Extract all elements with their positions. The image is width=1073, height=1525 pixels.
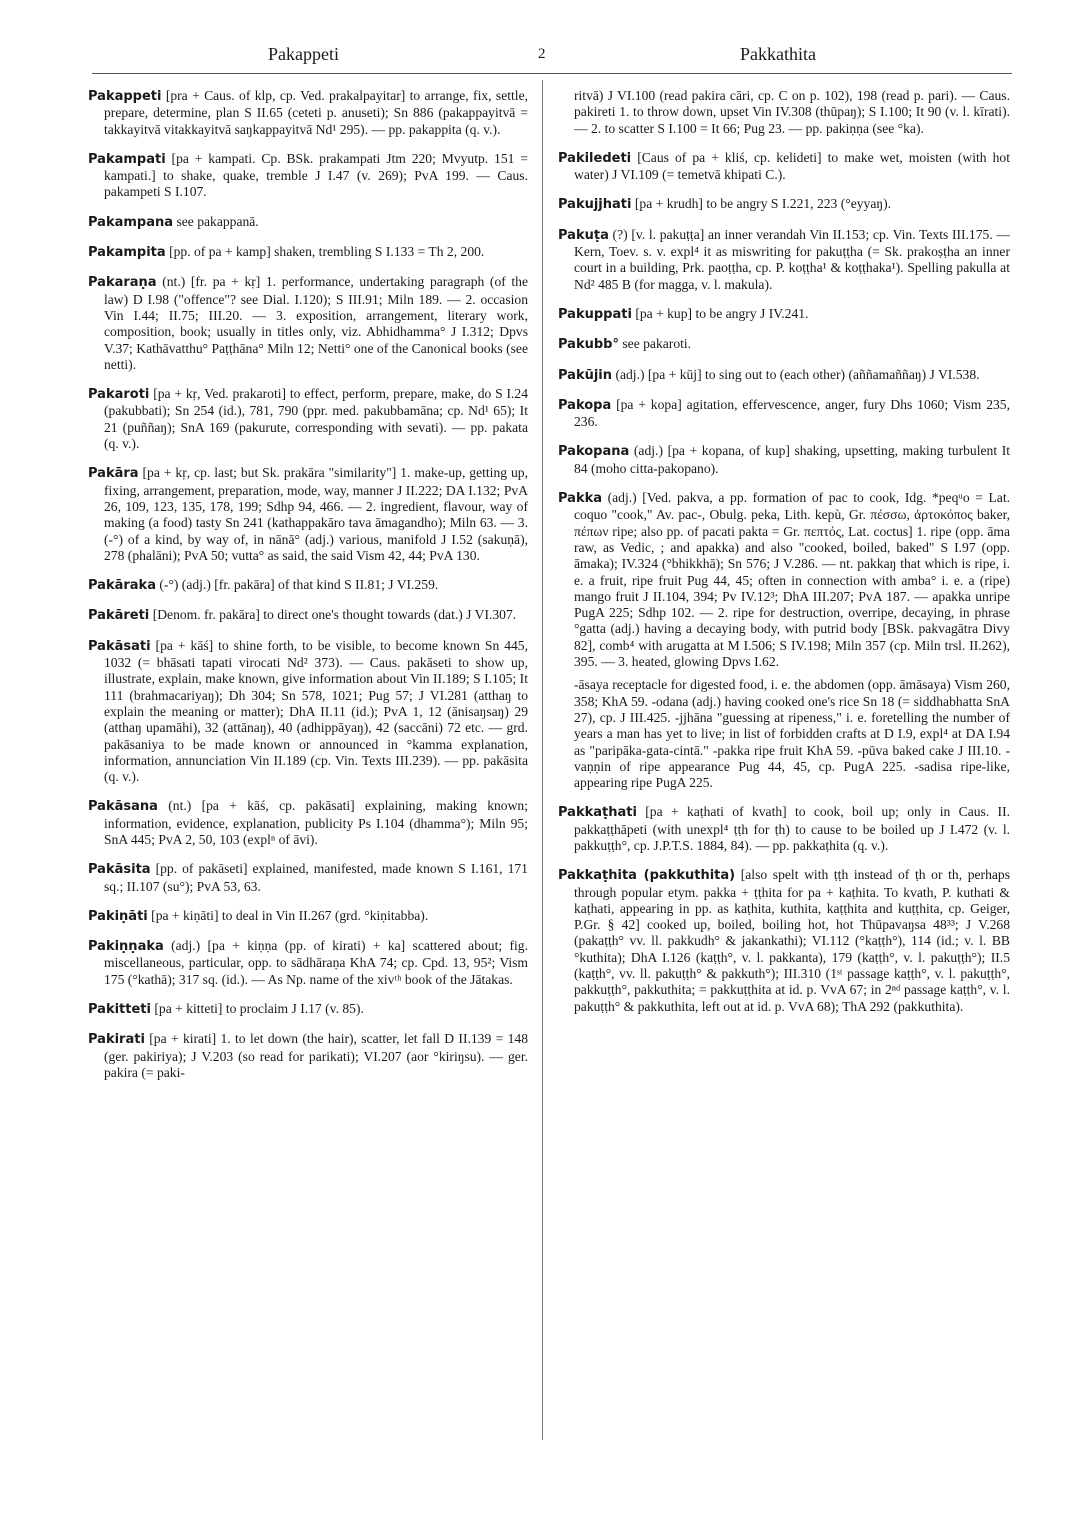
entry-definition: [pa + kṛ, cp. last; but Sk. prakāra "similarity"] 1. make-up, getting up, fixing, arrangement, preparation, mode, way, manner J II.222; DA I.132; PvA 26, 109, 123, 135, 178, 199; Sdhp 94, 466. — 2. ingredient, flavour, way of making (a food) tasty Sn 241 (kathappakāro tava āmagandho); Miln 63. — 3. (-°) of a kind, by way of, in nānā° (adj.) various, manifold J I.52 (sakuṇā), 278 (phalāni); PvA 50; vutta° as said, the said Vism 42, 44; PvA 130. [104,465,528,563]
entry-headword: Pakitteti [88,1002,151,1018]
entry-headword: Pakāra [88,466,139,482]
left-column [88,88,528,1094]
dictionary-entry [88,151,528,201]
entry-definition: (-°) (adj.) [fr. pakāra] of that kind S II.81; J VI.259. [159,577,439,593]
entry-definition: [Caus of pa + kliś, cp. kelideti] to make wet, moisten (with hot water) J VI.109 (= temetvā khipati C.). [574,149,1011,183]
entry-definition: (nt.) [pa + kāś, cp. pakāsati] explaining, making known; information, evidence, explanation, publicity Ps I.104 (dhamma°); Miln 95; SnA 445; PvA 2, 50, 103 (explⁿ of āvi). [104,798,528,847]
entry-definition: [pa + kup] to be angry J IV.241. [635,305,809,321]
dictionary-entry [88,577,528,594]
dictionary-entry [88,386,528,452]
entry-headword: Pakirati [88,1032,145,1048]
entry-headword: Pakopana [558,444,630,460]
entry-headword: Pakopa [558,397,612,413]
entry-headword: Pakkaṭhati [558,805,637,821]
dictionary-entry [88,465,528,564]
entry-definition: [pp. of pakāseti] explained, manifested, made known S I.161, 171 sq.; II.107 (su°); PvA 53, 63. [104,861,528,894]
entry-headword: Pakāsati [88,638,151,654]
dictionary-entry [88,908,528,925]
dictionary-entry [558,490,1010,670]
entry-headword: Pakaraṇa [88,275,157,291]
dictionary-entry [88,244,528,261]
header-last-word: Pakkathita [740,44,816,64]
entry-headword: Pakampana [88,214,174,230]
entry-headword: Pakappeti [88,89,162,104]
entry-headword: Pakūjin [558,367,613,383]
entry-definition: [Denom. fr. pakāra] to direct one's thought towards (dat.) J VI.307. [152,607,517,623]
dictionary-entry [88,214,528,231]
entry-headword: Pakampita [88,245,166,261]
entry-definition: (adj.) [pa + kopana, of kup] shaking, upsetting, making turbulent It 84 (moho citta-pakopano). [574,443,1010,476]
dictionary-entry [558,867,1010,1015]
entry-definition: (nt.) [fr. pa + kṛ] 1. performance, undertaking paragraph (of the law) D I.98 ("offence"? see Dial. I.120); S III.91; Miln 189. — 2. occasion Vin I.44; II.75; III.20. — 3. exposition, arrangement, literary work, composition, book; usually in titles only, viz. Abhidhamma° J I.312; Dpvs V.37; Kathāvatthu° Paṭṭhāna° Miln 12; Netti° one of the Canonical books (see netti). [104,274,528,372]
entry-definition: [pa + krudh] to be angry S I.221, 223 (°eyyaŋ). [634,196,892,212]
dictionary-entry [558,397,1010,431]
entry-headword: Pakiṇāti [88,908,148,924]
dictionary-entry [88,861,528,895]
entry-definition: see pakappanā. [176,213,259,229]
column-divider [542,80,543,1440]
entry-definition: ritvā) J VI.100 (read pakira cāri, cp. C on p. 102), 198 (read p. pari). — Caus. pakireti 1. to throw down, upset Vin IV.308 (thūpaŋ); S I.100; It 90 (v. l. kīrati). — 2. to scatter S I.100 = It 66; Pug 23. — pp. pakiṇṇa (see °ka). [574,88,1010,136]
dictionary-entry [88,638,528,786]
dictionary-entry [558,804,1010,854]
entry-headword: Pakaroti [88,387,150,403]
dictionary-entry [88,1001,528,1018]
entry-definition: (adj.) [pa + kiṇṇa (pp. of kirati) + ka] scattered about; fig. miscellaneous, particular, opp. to sādhāraṇa KhA 74; cp. Cpd. 13, 95²; Vism 175 (°kathā); 317 sq. (id.). — As Np. name of the xivᵗʰ book of the Jātakas. [104,938,528,987]
dictionary-entry [88,88,528,138]
entry-definition: [pp. of pa + kamp] shaken, trembling S I.133 = Th 2, 200. [169,244,485,260]
dictionary-entry [558,227,1010,293]
entry-headword: Pakka [558,491,603,507]
entry-headword: Pakāraka [88,578,156,594]
entry-definition: [pa + kampati. Cp. BSk. prakampati Jtm 220; Mvyutp. 151 = kampati.] to shake, quake, tremble J I.47 (v. 269); PvA 199. — Caus. pakampeti S I.107. [104,150,528,200]
entry-definition: [pa + kitteti] to proclaim J I.17 (v. 85). [154,1001,364,1017]
header-first-word: Pakappeti [268,44,339,64]
entry-definition: [pa + kirati] 1. to let down (the hair), scatter, let fall D II.139 = 148 (ger. pakiriya); J V.203 (so read for parikati); VI.207 (aor °kiriŋsu). — ger. pakira (= paki- [104,1031,528,1080]
header-rule [92,73,1012,74]
dictionary-entry [558,150,1010,184]
entry-definition: [pa + kaṭhati of kvath] to cook, boil up; only in Caus. II. pakkaṭṭhāpeti (with unexpl⁴ ṭṭh for ṭh) to cause to be boiled up J I.472 (v. l. pakkuṭṭh°, cp. J.P.T.S. 1884, 84). — pp. pakkaṭhita (q. v.). [574,804,1010,853]
entry-definition: [pa + kopa] agitation, effervescence, anger, fury Dhs 1060; Vism 235, 236. [574,396,1010,430]
dictionary-entry [88,798,528,848]
dictionary-entry [558,196,1010,213]
entry-headword: Pakubb° [558,337,619,353]
entry-definition: -āsaya receptacle for digested food, i. e. the abdomen (opp. āmāsaya) Vism 260, 358; KhA 59. -odana (adj.) having cooked one's rice Sn 18 (= siddhabhatta SnA 27), cp. J III.425. -jjhāna "guessing at ripeness," i. e. foretelling the number of years a man has yet to live; in list of forbidden crafts at D I.9, expl⁴ at DA I.94 as "paripāka-gata-cintā." -pakka ripe fruit KhA 59. -pūva baked cake J III.10. -vaṇṇin of ripe appearance Pug 44, 45, cp. PugA 225. -sadisa ripe-like, appearing ripe PugA 225. [574,677,1010,791]
entry-headword: Pakāsita [88,862,151,878]
dictionary-entry [558,336,1010,353]
right-column [558,88,1010,1028]
running-header [0,44,1073,70]
entry-definition: (adj.) [pa + kūj] to sing out to (each other) (aññamaññaŋ) J VI.538. [615,366,980,382]
dictionary-entry [558,88,1010,137]
page-number: 2 [538,46,546,62]
entry-definition: [pa + kiṇāti] to deal in Vin II.267 (grd. °kiṇitabba). [151,907,429,923]
entry-headword: Pakuppati [558,306,632,322]
dictionary-entry [558,677,1010,791]
entry-headword: Pakujjhati [558,197,632,213]
entry-definition: [pa + kāś] to shine forth, to be visible, to become known Sn 445, 1032 (= bhāsati tapati virocati Nd² 373). — Caus. pakāseti to show up, illustrate, explain, make known, give information about Vin II.189; S I.105; It 111 (brahmacariyaŋ); Dh 304; Sn 578, 1021; Pug 57; J VI.281 (atthaŋ to explain the meaning or matter); DhA II.11 (id.); PvA 1, 12 (ānisaŋsaŋ) 29 (atthaŋ upamāhi), 32 (attānaŋ), 40 (adhippāyaŋ), 42 (saccāni) 72 etc. — grd. pakāsaniya to be made known or announced in °kamma explanation, information, annunciation Vin II.189 (cp. Vin. Texts III.239). — pp. pakāsita (q. v.). [104,637,529,785]
entry-headword: Pakiledeti [558,150,632,166]
entry-definition: [pa + kṛ, Ved. prakaroti] to effect, perform, prepare, make, do S I.24 (pakubbati); Sn 254 (id.), 781, 790 (ppr. med. pakubbamāna; cp. Nd¹ 65); It 21 (puññaŋ); SnA 169 (pakurute, corresponding with sevati). — pp. pakata (q. v.). [104,386,528,452]
entry-definition: [also spelt with ṭṭh instead of ṭh or th, perhaps through popular etym. pakka + ṭṭhita for pa + kaṭhita. To kvath, P. kuthati & kaṭhati, appearing in pp. as kaṭhita, kuthita, kaṭṭhita and kuṭṭhita, cp. Geiger, P.Gr. § 42] cooked up, boiled, boiling hot, hot Thūpavaŋsa 48³³; J V.268 (pakaṭṭh° vv. ll. pakkudh° & jakankathi); VI.112 (°kaṭṭh°), 114 (id.; v. l. BB °kuthita); DhA I.126 (kaṭṭh°, v. l. pakkanta), 179 (kaṭṭh°, v. l. pakuṭṭh°); II.5 (kaṭṭh°, vv. ll. pakuṭṭh° & pakkuth°); III.310 (1ˢᵗ passage kaṭṭh°, v. l. pakuṭṭh°, pakkuṭṭh°, pakkuthita; = pakkuṭṭhita at id. p. VvA 67; in 2ⁿᵈ passage kaṭṭh°, v. l. pakuṭṭh° & pakkuthita, left out at id. p. VvA 68); ThA 292 (pakkuthita). [574,867,1010,1014]
entry-headword: Pakuṭa [558,227,609,243]
dictionary-entry [88,1031,528,1081]
dictionary-entry [88,938,528,988]
dictionary-entry [558,367,1010,384]
dictionary-entry [558,306,1010,323]
entry-headword: Pakkaṭhita (pakkuthita) [558,868,736,884]
entry-definition: (adj.) [Ved. pakva, a pp. formation of pac to cook, Idg. *peqᵘo = Lat. coquo "cook," Av. pac-, Obulg. peka, Lith. kepù, Gr. πέσσω, ἀρτοκόπος baker, πέπων ripe; also pp. of pacati pakta = Gr. πεπτός, Lat. coctus] 1. ripe (opp. āma raw, as Vedic, ; and apakka) and also "cooked, boiled, baked" S I.97 (opp. āmaka); IV.324 (°bhikkhā); Sn 576; J V.286. — nt. pakkaŋ that which is ripe, i. e. a fruit, ripe fruit Pug 44, 45; often in connection with amba° i. e. a (ripe) mango fruit J II.104, 394; Pv IV.12³; DhA III.207; PvA 187. — apakka unripe PugA 225; Sdhp 102. — 2. ripe for destruction, overripe, decaying, in phrase °gatta (adj.) having a decaying body, with putrid body [BSk. pakvagātra Divy 82], comb⁴ with arugatta at M I.506; S IV.198; Miln 357 (cp. Miln trsl. II.262), 395. — 3. heated, glowing Dpvs I.62. [574,490,1010,670]
dictionary-entry [558,443,1010,477]
entry-headword: Pakāsana [88,799,158,815]
dictionary-entry [88,607,528,624]
entry-headword: Pakiṇṇaka [88,939,164,955]
entry-definition: (?) [v. l. pakuṭṭa] an inner verandah Vin II.153; cp. Vin. Texts III.175. — Kern, Toev. s. v. expl⁴ it as miswriting for pakuṭṭha (= Sk. prakoṣṭha an inner court in a building, Prk. paoṭṭha, cp. P. koṭṭha¹ & koṭṭhaka¹). Spelling pakulla at Nd² 485 B (for magga, v. l. makula). [574,226,1010,292]
entry-definition: [pra + Caus. of klp, cp. Ved. prakalpayitar] to arrange, fix, settle, prepare, determine, plan S II.65 (ceteti p. anuseti); Sn 886 (pakappayitvā = takkayitvā vitakkayitvā saŋkappayitvā Nd¹ 295). — pp. pakappita (q. v.). [104,88,528,137]
dictionary-entry [88,274,528,373]
entry-headword: Pakampati [88,151,166,167]
entry-definition: see pakaroti. [622,336,692,352]
entry-headword: Pakāreti [88,608,150,624]
